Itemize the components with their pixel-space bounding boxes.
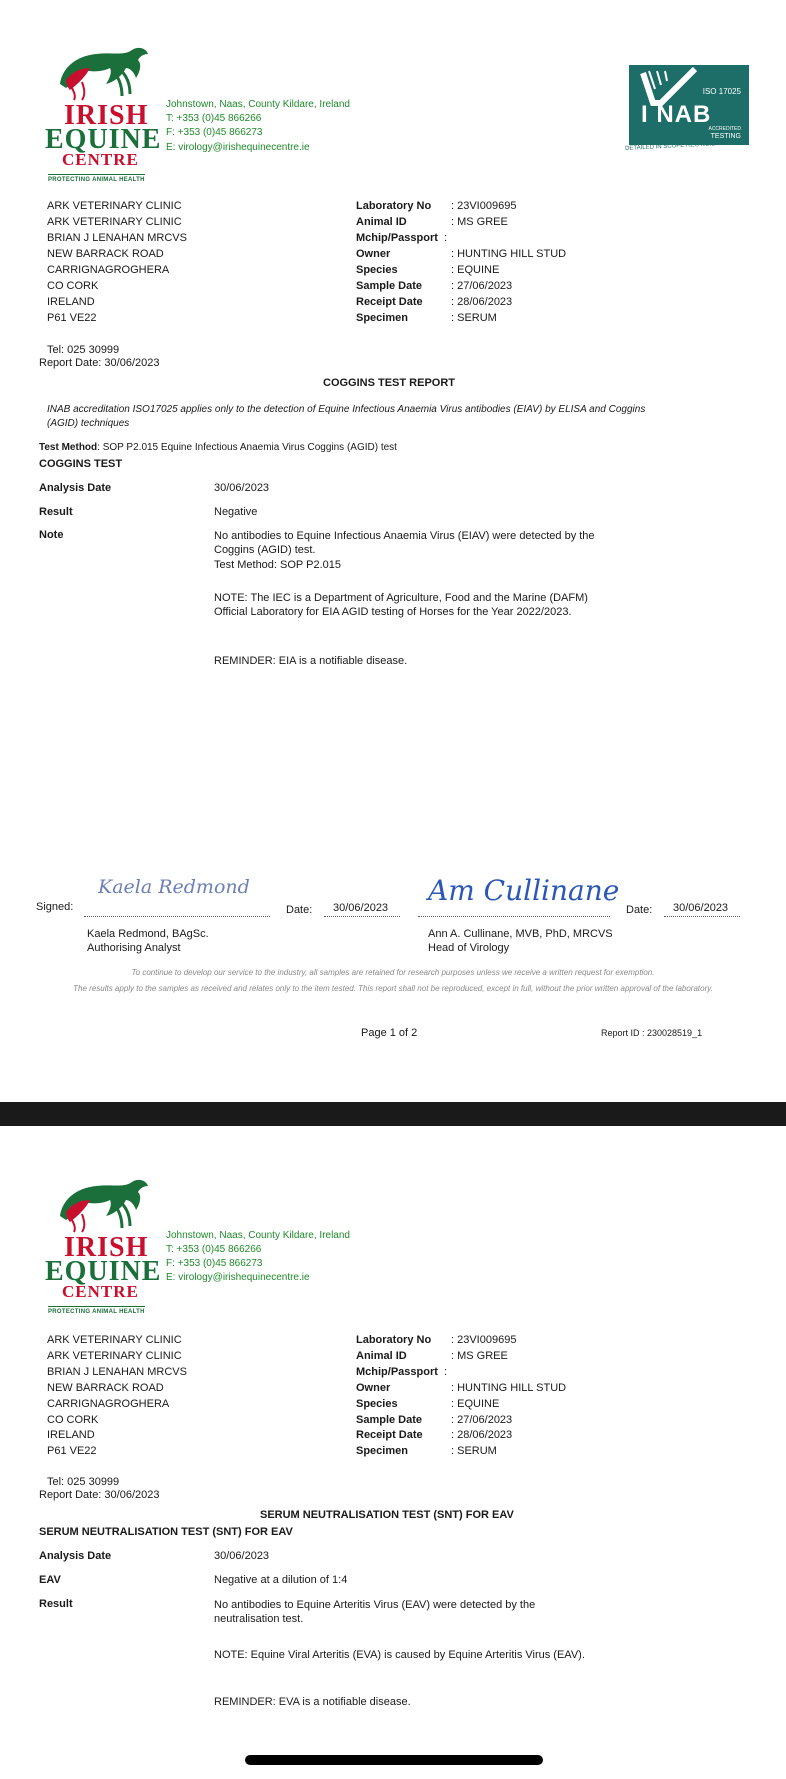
analysis-date-value: 30/06/2023 [214, 482, 270, 494]
result-paragraph: REMINDER: EVA is a notifiable disease. [214, 1696, 411, 1708]
client-line: CO CORK [47, 280, 99, 292]
client-line: ARK VETERINARY CLINIC [47, 200, 182, 212]
field-value: : EQUINE [451, 1398, 500, 1410]
field-label: Specimen [356, 1445, 408, 1457]
field-value: : 23VI009695 [451, 200, 517, 212]
logo-irish: IRISH [64, 1232, 149, 1263]
test-method-label: Test Method [39, 442, 98, 453]
signer-name: Ann A. Cullinane, MVB, PhD, MRCVS [428, 928, 613, 940]
field-value: : MS GREE [451, 216, 508, 228]
logo-centre: CENTRE [62, 1282, 139, 1301]
lab-fax: F: +353 (0)45 866273 [166, 1258, 263, 1269]
signature-cullinane: Am Cullinane [428, 874, 620, 907]
note-label: Note [39, 529, 64, 541]
section-title: SERUM NEUTRALISATION TEST (SNT) FOR EAV [39, 1526, 293, 1538]
iec-logo [44, 1174, 162, 1315]
analysis-date-value: 30/06/2023 [214, 1550, 270, 1562]
result-paragraph: NOTE: Equine Viral Arteritis (EVA) is caused by Equine Arteritis Virus (EAV). [214, 1649, 585, 1661]
client-line: NEW BARRACK ROAD [47, 1382, 164, 1394]
test-method-value: : SOP P2.015 Equine Infectious Anaemia Virus Coggins (AGID) test [97, 442, 397, 453]
lab-fax: F: +353 (0)45 866273 [166, 127, 263, 138]
signer-name: Kaela Redmond, BAgSc. [87, 928, 209, 940]
signature-redmond: Kaela Redmond [98, 876, 250, 898]
field-value: : 23VI009695 [451, 1334, 517, 1346]
section-title: COGGINS TEST [39, 458, 123, 470]
date-line [664, 916, 740, 917]
field-value: : EQUINE [451, 264, 500, 276]
signed-label: Signed: [36, 901, 74, 913]
inab-brand: I NAB [641, 101, 712, 128]
client-line: P61 VE22 [47, 1445, 97, 1457]
field-value: : 28/06/2023 [451, 296, 513, 308]
note-paragraph: REMINDER: EIA is a notifiable disease. [214, 655, 408, 667]
note-paragraph: Test Method: SOP P2.015 [214, 559, 341, 571]
field-label: Laboratory No [356, 200, 432, 212]
result-paragraph: No antibodies to Equine Arteritis Virus (EAV) were detected by the neutralisation test. [214, 1599, 536, 1625]
field-value: : HUNTING HILL STUD [451, 248, 567, 260]
field-label: Laboratory No [356, 1334, 432, 1346]
client-line: ARK VETERINARY CLINIC [47, 1350, 182, 1362]
eav-value: Negative at a dilution of 1:4 [214, 1574, 348, 1586]
disclaimer: To continue to develop our service to the industry, all samples are retained for research purposes unless we receive a written request for exemption. [131, 968, 655, 977]
field-value: : [444, 232, 448, 244]
result-label: Result [39, 1598, 73, 1610]
note-paragraph: NOTE: The IEC is a Department of Agriculture, Food and the Marine (DAFM) Official Laboratory for EIA AGID testing of Horses for the Year 2022/2023. [214, 592, 588, 618]
client-line: CO CORK [47, 1414, 99, 1426]
field-value: : 27/06/2023 [451, 280, 513, 292]
report-title: COGGINS TEST REPORT [323, 377, 456, 389]
signature-date: 30/06/2023 [333, 902, 389, 914]
page-number: Page 1 of 2 [361, 1027, 418, 1039]
date-label: Date: [626, 904, 653, 916]
inab-scope: DETAILED IN SCOPE REG NO.151T [625, 140, 726, 152]
eav-label: EAV [39, 1574, 61, 1586]
field-label: Receipt Date [356, 296, 423, 308]
disclaimer: The results apply to the samples as received and relates only to the item tested. This report shall not be reproduced, except in full, without the prior written approval of the laboratory. [73, 984, 713, 993]
inab-note: INAB accreditation ISO17025 applies only to the detection of Equine Infectious Anaemia Virus antibodies (EIAV) by ELISA and Coggins (AGID) techniques [47, 404, 646, 429]
client-line: ARK VETERINARY CLINIC [47, 216, 182, 228]
client-line: P61 VE22 [47, 312, 97, 324]
logo-tagline: PROTECTING ANIMAL HEALTH [48, 174, 145, 183]
field-label: Owner [356, 1382, 391, 1394]
analysis-date-label: Analysis Date [39, 1550, 112, 1562]
field-label: Species [356, 264, 398, 276]
report-date: Report Date: 30/06/2023 [39, 1489, 160, 1501]
lab-phone: T: +353 (0)45 866266 [166, 113, 262, 124]
field-label: Specimen [356, 312, 408, 324]
logo-equine: EQUINE [45, 1256, 162, 1287]
note-paragraph: No antibodies to Equine Infectious Anaemia Virus (EIAV) were detected by the Coggins (AGID) test. [214, 530, 595, 556]
result-value: Negative [214, 506, 258, 518]
field-value: : SERUM [451, 312, 497, 324]
lab-email: E: virology@irishequinecentre.ie [166, 142, 310, 153]
inab-testing: TESTING [710, 133, 741, 140]
home-indicator[interactable] [245, 1755, 543, 1765]
field-value: : [444, 1366, 448, 1378]
analysis-date-label: Analysis Date [39, 482, 112, 494]
page-separator [0, 1102, 786, 1126]
logo-irish: IRISH [64, 100, 149, 131]
client-line: IRELAND [47, 1429, 95, 1441]
client-line: ARK VETERINARY CLINIC [47, 1334, 182, 1346]
field-label: Receipt Date [356, 1429, 423, 1441]
field-label: Sample Date [356, 1414, 423, 1426]
signature-line [84, 916, 270, 917]
field-label: Owner [356, 248, 391, 260]
client-tel: Tel: 025 30999 [47, 344, 120, 356]
signature-date: 30/06/2023 [673, 902, 729, 914]
inab-iso: ISO 17025 [702, 87, 741, 96]
client-line: CARRIGNAGROGHERA [47, 264, 170, 276]
inab-badge [629, 65, 749, 145]
field-label: Species [356, 1398, 398, 1410]
field-value: : HUNTING HILL STUD [451, 1382, 567, 1394]
date-label: Date: [286, 904, 313, 916]
logo-tagline: PROTECTING ANIMAL HEALTH [48, 1306, 145, 1315]
signature-line [418, 916, 610, 917]
horse-logo-icon [52, 1174, 152, 1234]
report-date: Report Date: 30/06/2023 [39, 357, 160, 369]
horse-logo-icon [52, 42, 152, 102]
result-label: Result [39, 506, 73, 518]
client-line: BRIAN J LENAHAN MRCVS [47, 1366, 187, 1378]
iec-logo [44, 42, 162, 183]
client-line: BRIAN J LENAHAN MRCVS [47, 232, 187, 244]
signer-role: Authorising Analyst [87, 942, 181, 954]
lab-phone: T: +353 (0)45 866266 [166, 1244, 262, 1255]
field-label: Animal ID [356, 1350, 407, 1362]
client-tel: Tel: 025 30999 [47, 1476, 120, 1488]
lab-address: Johnstown, Naas, County Kildare, Ireland [166, 1230, 350, 1241]
field-value: : MS GREE [451, 1350, 508, 1362]
logo-equine: EQUINE [45, 124, 162, 155]
report-id: Report ID : 230028519_1 [601, 1028, 703, 1038]
inab-accredited: ACCREDITED [708, 126, 741, 132]
field-value: : SERUM [451, 1445, 497, 1457]
logo-centre: CENTRE [62, 150, 139, 169]
date-line [324, 916, 400, 917]
client-line: NEW BARRACK ROAD [47, 248, 164, 260]
client-line: IRELAND [47, 296, 95, 308]
field-value: : 27/06/2023 [451, 1414, 513, 1426]
report-title: SERUM NEUTRALISATION TEST (SNT) FOR EAV [260, 1509, 514, 1521]
lab-address: Johnstown, Naas, County Kildare, Ireland [166, 99, 350, 110]
signer-role: Head of Virology [428, 942, 510, 954]
field-value: : 28/06/2023 [451, 1429, 513, 1441]
report-page-2 [0, 1126, 786, 1779]
field-label: Sample Date [356, 280, 423, 292]
field-label: Animal ID [356, 216, 407, 228]
test-method [39, 442, 397, 454]
field-label: Mchip/Passport [356, 232, 438, 244]
client-line: CARRIGNAGROGHERA [47, 1398, 170, 1410]
lab-email: E: virology@irishequinecentre.ie [166, 1272, 310, 1283]
field-label: Mchip/Passport [356, 1366, 438, 1378]
